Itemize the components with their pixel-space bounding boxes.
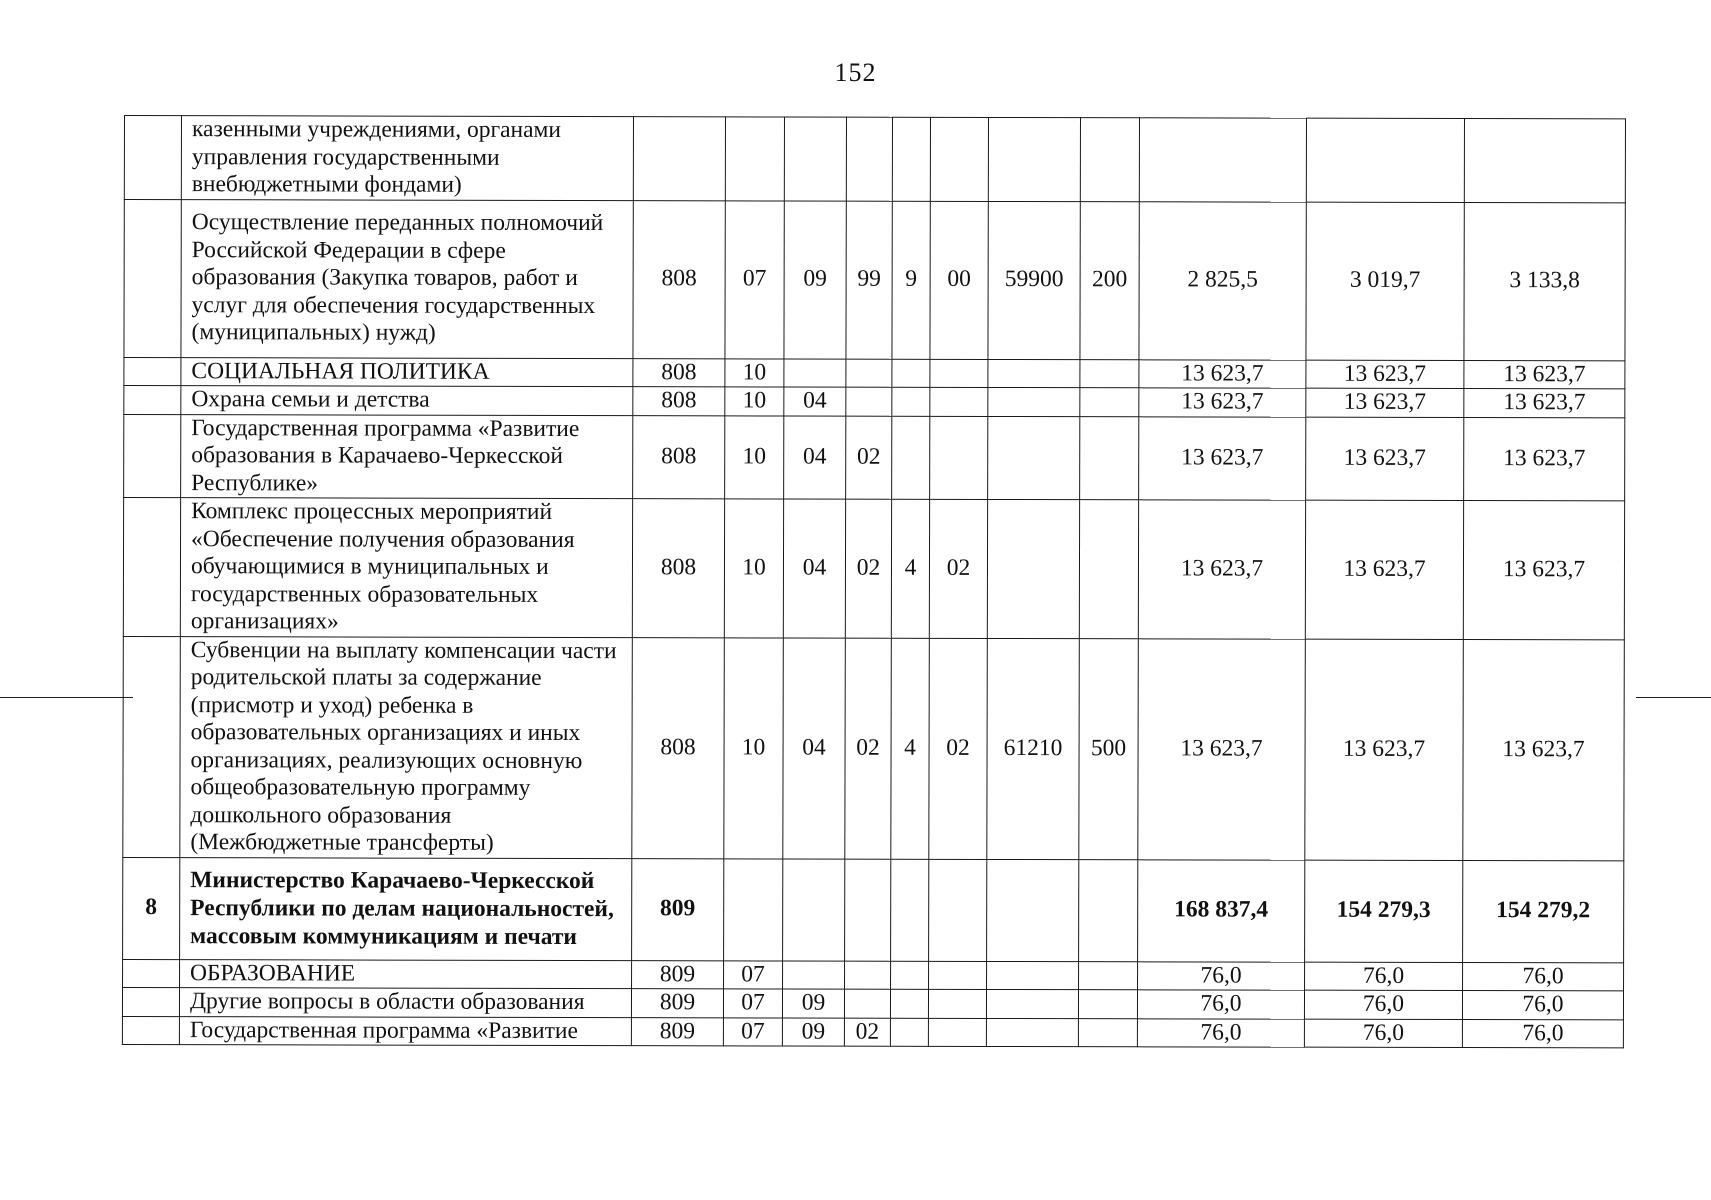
amount-year-2-cell: 76,0 <box>1304 1019 1462 1048</box>
table-body <box>122 116 1625 1048</box>
section-code-cell: 10 <box>725 387 784 416</box>
section-code-cell: 07 <box>724 960 783 989</box>
amount-year-2-cell: 13 623,7 <box>1305 500 1463 639</box>
event-code-cell <box>930 117 988 201</box>
amount-year-3-cell: 13 623,7 <box>1464 360 1625 389</box>
subsection-code-cell: 04 <box>784 415 846 499</box>
section-code-cell <box>725 117 784 201</box>
row-number-cell <box>123 959 180 988</box>
program-code-cell <box>844 989 890 1018</box>
amount-year-3-cell: 13 623,7 <box>1463 501 1624 640</box>
amount-year-1-cell: 13 623,7 <box>1138 638 1306 859</box>
event-code-cell <box>930 387 988 416</box>
subsection-code-cell: 04 <box>784 387 846 416</box>
program-code-cell <box>846 359 892 388</box>
target-code-cell <box>988 387 1080 416</box>
target-code-cell <box>986 989 1078 1018</box>
amount-year-2-cell: 13 623,7 <box>1305 639 1464 860</box>
subprogram-code-cell <box>890 989 928 1018</box>
amount-year-1-cell: 2 825,5 <box>1139 201 1306 359</box>
table-row <box>124 414 1625 501</box>
ministry-code-cell: 808 <box>633 415 725 499</box>
target-code-cell <box>987 859 1079 961</box>
table-row <box>123 636 1624 860</box>
expense-type-cell <box>1079 961 1138 990</box>
row-number-cell: 8 <box>123 857 180 959</box>
amount-year-3-cell: 76,0 <box>1462 991 1623 1020</box>
table-row <box>123 959 1624 991</box>
table-row <box>124 116 1625 203</box>
ministry-code-cell: 808 <box>633 200 725 358</box>
item-name-cell: Охрана семьи и детства <box>181 386 633 416</box>
subsection-code-cell <box>784 358 846 387</box>
item-name-cell: казенными учреждениями, органами управления государственными внебюджетными фондами) <box>181 116 633 201</box>
program-code-cell <box>846 117 892 201</box>
subsection-code-cell: 09 <box>782 989 844 1018</box>
table-row <box>123 498 1624 640</box>
amount-year-3-cell <box>1464 119 1625 203</box>
row-number-cell <box>122 987 179 1016</box>
cut-line-left <box>0 697 133 698</box>
subprogram-code-cell <box>892 416 930 500</box>
table-row <box>124 357 1625 389</box>
item-name-cell: Осуществление переданных полномочий Российской Федерации в сфере образования (Закупка товаров, работ и услуг для обеспечения государственных (муниципальных) нужд) <box>181 199 633 358</box>
expense-type-cell <box>1079 500 1138 639</box>
ministry-code-cell: 809 <box>631 989 723 1018</box>
subprogram-code-cell: 9 <box>892 201 930 359</box>
event-code-cell <box>930 416 988 500</box>
amount-year-1-cell: 76,0 <box>1137 1018 1304 1047</box>
subprogram-code-cell <box>891 859 929 961</box>
item-name-cell: СОЦИАЛЬНАЯ ПОЛИТИКА <box>181 357 633 387</box>
subprogram-code-cell <box>892 387 930 416</box>
target-code-cell <box>987 499 1079 638</box>
subprogram-code-cell: 4 <box>891 638 930 859</box>
program-code-cell <box>845 961 891 990</box>
expense-type-cell <box>1080 359 1139 388</box>
page-number: 152 <box>834 58 877 87</box>
subprogram-code-cell <box>891 961 929 990</box>
event-code-cell <box>928 1018 986 1047</box>
cut-line-right <box>1636 697 1711 698</box>
amount-year-1-cell: 168 837,4 <box>1138 859 1305 961</box>
item-name-cell: Комплекс процессных мероприятий «Обеспечение получения образования обучающимися в муниципальных и государственных образовательных организациях» <box>180 498 632 638</box>
amount-year-2-cell: 76,0 <box>1305 962 1463 991</box>
ministry-code-cell: 808 <box>632 637 725 858</box>
amount-year-3-cell: 76,0 <box>1463 962 1624 991</box>
program-code-cell: 02 <box>846 416 892 500</box>
amount-year-3-cell: 154 279,2 <box>1463 860 1624 962</box>
ministry-code-cell: 809 <box>632 858 724 960</box>
section-code-cell: 07 <box>723 1017 782 1046</box>
target-code-cell <box>987 961 1079 990</box>
expense-type-cell <box>1079 859 1138 961</box>
program-code-cell: 02 <box>844 1018 890 1047</box>
item-name-cell: Государственная программа «Развитие образования в Карачаево-Черкесской Республике» <box>181 414 633 499</box>
expense-type-cell <box>1080 388 1139 417</box>
program-code-cell: 02 <box>845 638 892 859</box>
subsection-code-cell <box>783 858 845 960</box>
event-code-cell: 00 <box>930 201 988 359</box>
subprogram-code-cell <box>892 359 930 388</box>
table-row <box>124 199 1625 360</box>
item-name-cell: Другие вопросы в области образования <box>179 988 631 1018</box>
event-code-cell <box>928 989 986 1018</box>
row-number-cell <box>124 357 181 386</box>
item-name-cell: Субвенции на выплату компенсации части родительской платы за содержание (присмотр и уход) ребенка в образовательных организациях и иных организациях, реализующих основную общеобразовательную программу дошкольного образования (Межбюджетные трансферты) <box>180 636 633 858</box>
event-code-cell <box>930 359 988 388</box>
amount-year-2-cell: 13 623,7 <box>1306 360 1464 389</box>
event-code-cell: 02 <box>929 638 988 859</box>
subprogram-code-cell: 4 <box>891 499 929 638</box>
row-number-cell <box>124 414 181 498</box>
row-number-cell <box>122 1016 179 1045</box>
budget-table <box>122 115 1626 1048</box>
amount-year-1-cell: 76,0 <box>1138 961 1305 990</box>
target-code-cell: 59900 <box>988 201 1080 359</box>
amount-year-2-cell: 3 019,7 <box>1306 202 1464 360</box>
ministry-code-cell: 809 <box>631 1017 723 1046</box>
program-code-cell <box>846 387 892 416</box>
section-code-cell <box>724 858 783 960</box>
target-code-cell <box>986 1018 1078 1047</box>
ministry-code-cell <box>633 117 725 201</box>
amount-year-3-cell: 13 623,7 <box>1464 417 1625 501</box>
subsection-code-cell: 09 <box>782 1017 844 1046</box>
target-code-cell <box>988 416 1080 500</box>
ministry-code-cell: 808 <box>632 499 724 638</box>
section-code-cell: 10 <box>725 415 784 499</box>
section-code-cell: 10 <box>725 358 784 387</box>
expense-type-cell <box>1080 416 1139 500</box>
row-number-cell <box>124 199 181 357</box>
amount-year-2-cell: 13 623,7 <box>1306 417 1464 501</box>
table-row <box>122 1016 1623 1048</box>
program-code-cell: 99 <box>846 201 892 359</box>
target-code-cell: 61210 <box>987 638 1080 859</box>
expense-type-cell <box>1078 1018 1137 1047</box>
subprogram-code-cell <box>892 117 930 201</box>
expense-type-cell: 500 <box>1079 638 1139 859</box>
expense-type-cell <box>1078 990 1137 1019</box>
ministry-code-cell: 808 <box>633 387 725 416</box>
item-name-cell: ОБРАЗОВАНИЕ <box>180 959 632 989</box>
row-number-cell <box>124 386 181 415</box>
amount-year-1-cell: 76,0 <box>1137 990 1304 1019</box>
event-code-cell <box>929 859 987 961</box>
amount-year-2-cell <box>1306 118 1464 202</box>
amount-year-1-cell: 13 623,7 <box>1138 500 1305 639</box>
expense-type-cell: 200 <box>1080 201 1139 359</box>
amount-year-3-cell: 76,0 <box>1462 1019 1623 1048</box>
item-name-cell: Государственная программа «Развитие <box>179 1016 631 1046</box>
section-code-cell: 07 <box>725 200 784 358</box>
section-code-cell: 10 <box>724 637 784 858</box>
target-code-cell <box>988 117 1080 201</box>
expense-type-cell <box>1080 118 1139 202</box>
amount-year-1-cell: 13 623,7 <box>1139 416 1306 500</box>
amount-year-3-cell: 13 623,7 <box>1464 389 1625 418</box>
amount-year-1-cell: 13 623,7 <box>1139 388 1306 417</box>
amount-year-2-cell: 13 623,7 <box>1306 388 1464 417</box>
subsection-code-cell <box>783 960 845 989</box>
amount-year-3-cell: 13 623,7 <box>1463 639 1625 860</box>
event-code-cell: 02 <box>929 499 987 638</box>
section-code-cell: 07 <box>723 989 782 1018</box>
table-row <box>124 386 1625 418</box>
event-code-cell <box>929 961 987 990</box>
table-row <box>122 987 1623 1019</box>
subprogram-code-cell <box>890 1018 928 1047</box>
amount-year-2-cell: 76,0 <box>1304 990 1462 1019</box>
amount-year-1-cell <box>1139 118 1306 202</box>
ministry-code-cell: 809 <box>632 960 724 989</box>
ministry-code-cell: 808 <box>633 358 725 387</box>
subsection-code-cell: 09 <box>784 200 846 358</box>
program-code-cell: 02 <box>845 499 891 638</box>
row-number-cell <box>123 636 181 857</box>
table-row <box>123 857 1624 962</box>
amount-year-3-cell: 3 133,8 <box>1464 202 1625 360</box>
section-code-cell: 10 <box>724 499 783 638</box>
row-number-cell <box>124 116 181 200</box>
item-name-cell: Министерство Карачаево-Черкесской Республики по делам национальностей, массовым коммуникациям и печати <box>180 857 632 960</box>
amount-year-2-cell: 154 279,3 <box>1305 860 1463 962</box>
subsection-code-cell: 04 <box>783 499 845 638</box>
target-code-cell <box>988 359 1080 388</box>
amount-year-1-cell: 13 623,7 <box>1139 359 1306 388</box>
program-code-cell <box>845 859 891 961</box>
subsection-code-cell: 04 <box>783 637 846 858</box>
row-number-cell <box>123 498 180 637</box>
subsection-code-cell <box>784 117 846 201</box>
